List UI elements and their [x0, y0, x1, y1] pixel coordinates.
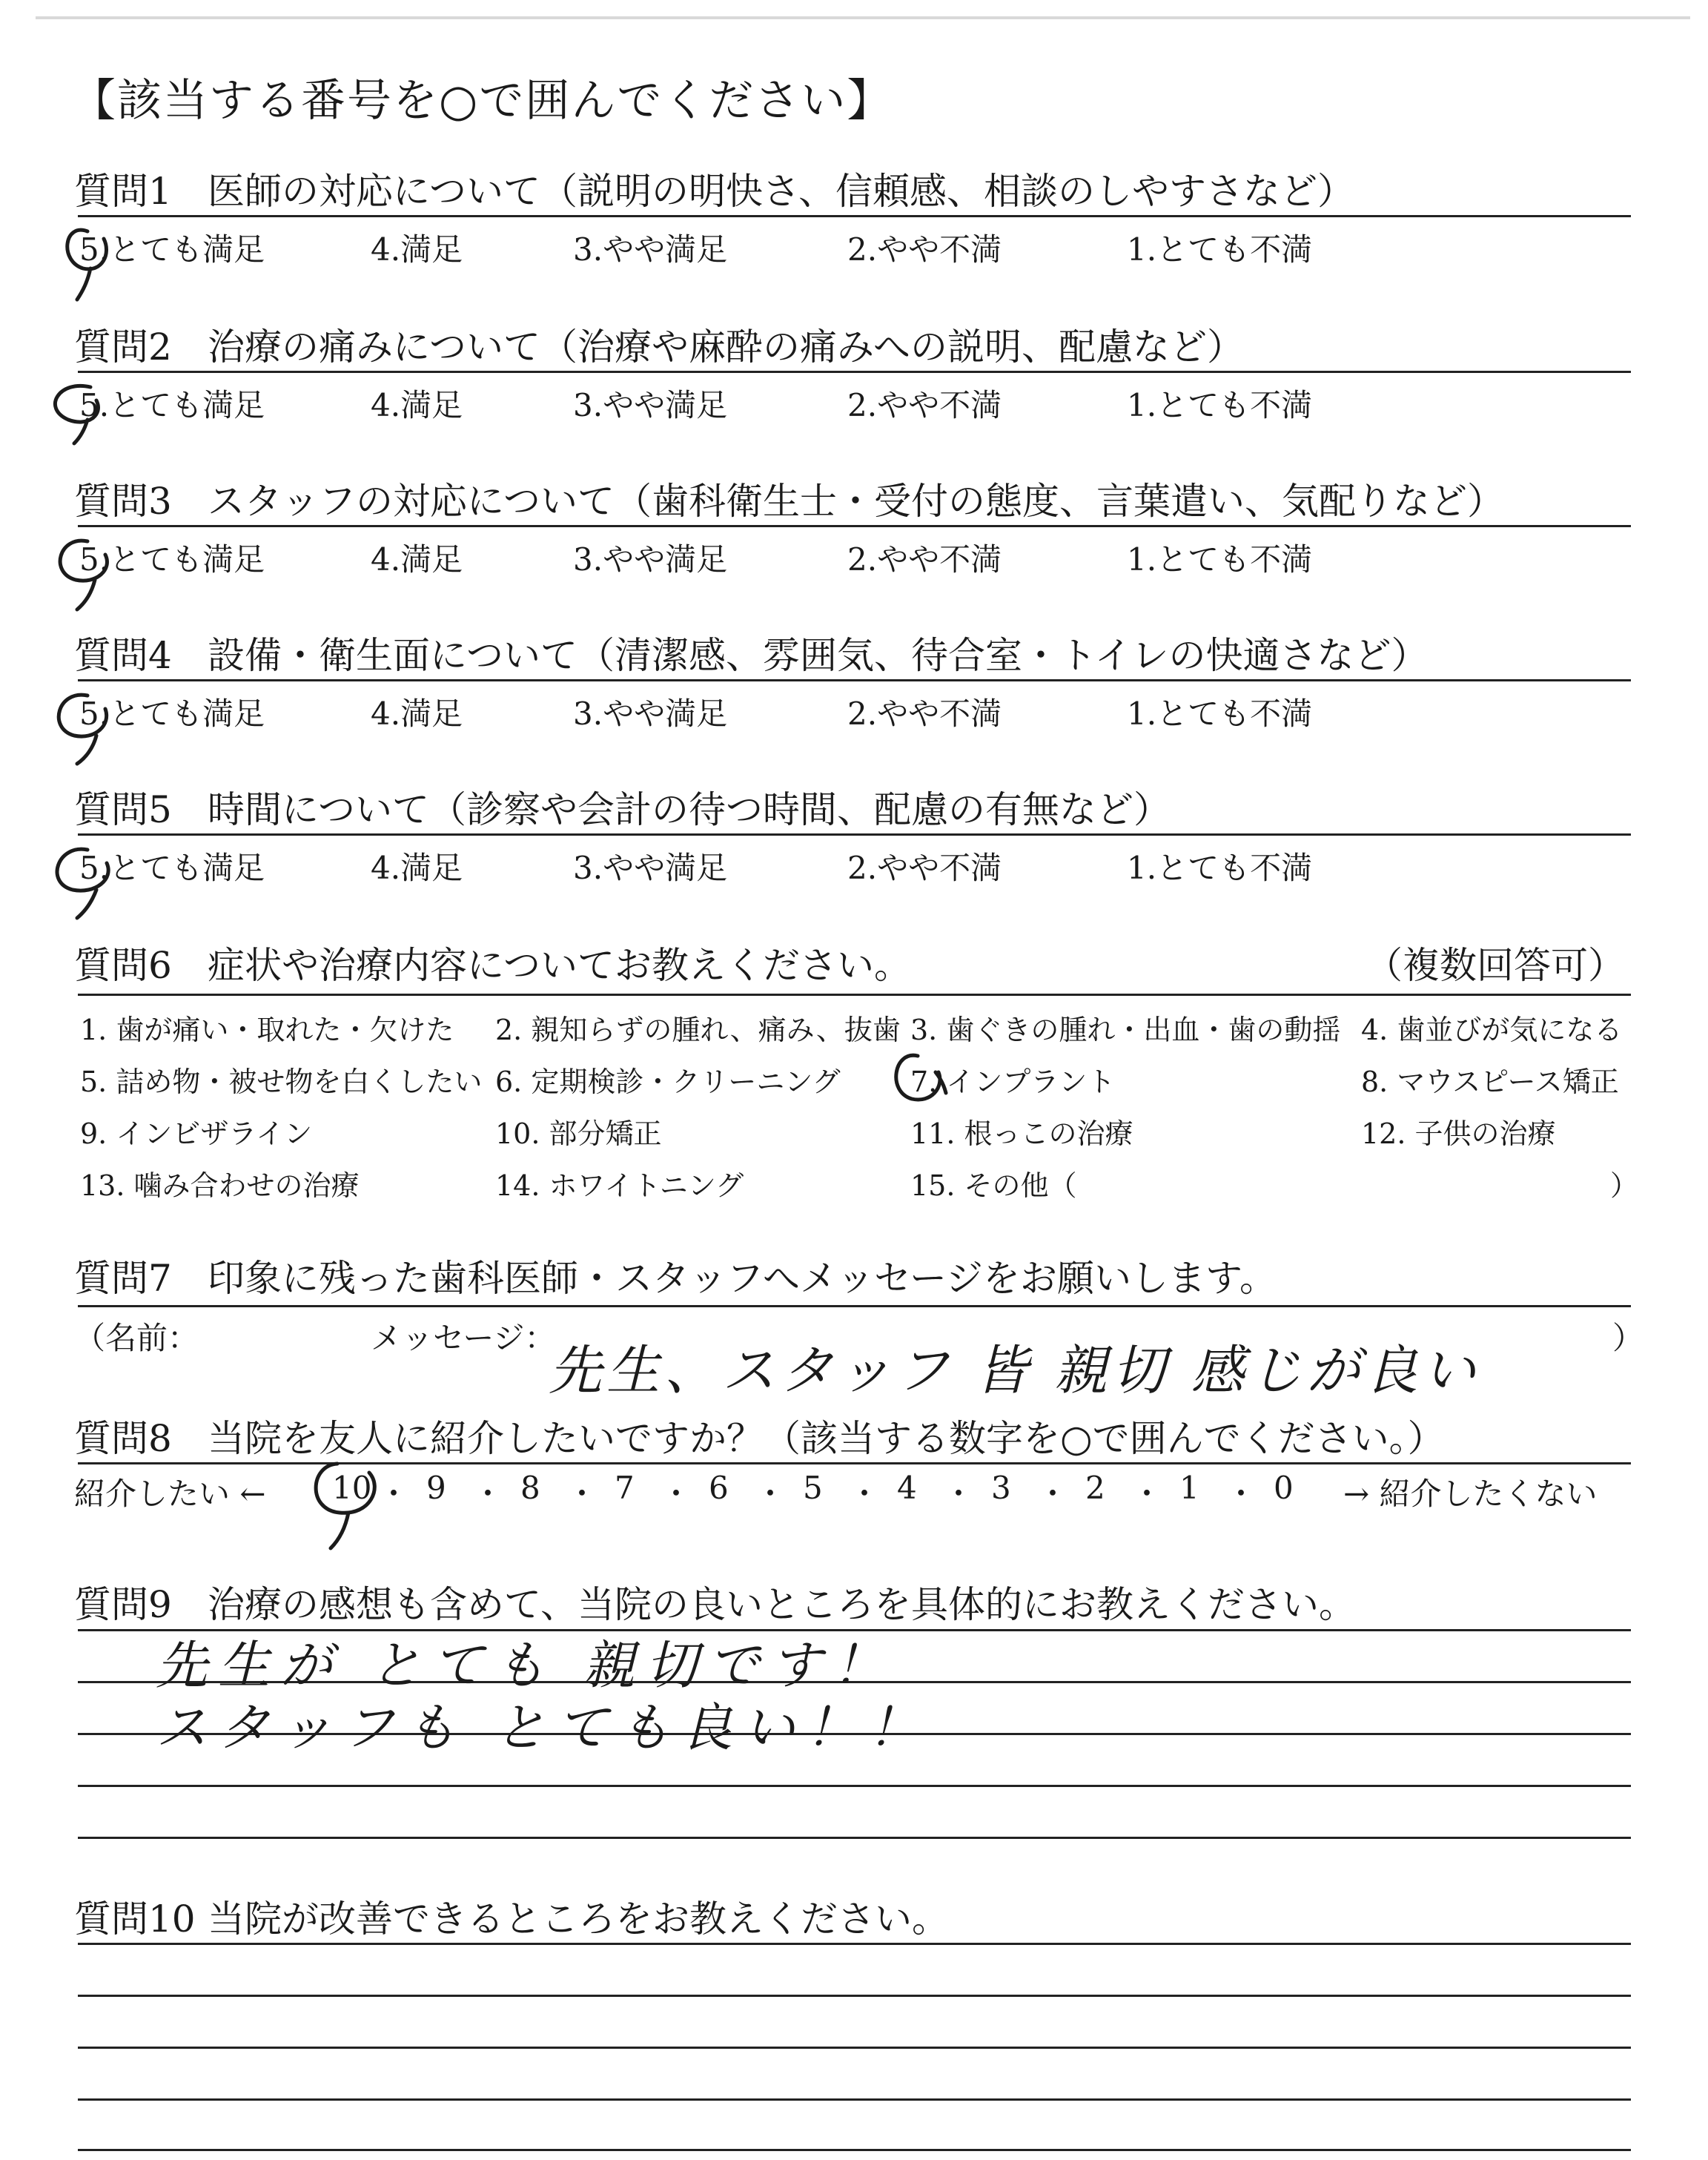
q9-label: 質問9 [74, 1583, 172, 1626]
q8-separator: ・ [661, 1476, 692, 1512]
q1-option-4[interactable]: 4.満足 [371, 231, 463, 268]
q9-text: 治療の感想も含めて、当院の良いところを具体的にお教えください。 [208, 1583, 1356, 1626]
q4-option-5[interactable]: 5.とても満足 [79, 696, 265, 732]
q6-option-11[interactable]: 11. 根っこの治療 [910, 1117, 1133, 1150]
q8-right-label: → 紹介したくない [1343, 1476, 1598, 1512]
q8-left-label: 紹介したい ← [74, 1476, 266, 1512]
q10-label: 質問10 [74, 1898, 196, 1941]
q8-scale-4[interactable]: 4 [897, 1470, 917, 1506]
q7-name-label: （名前： [74, 1320, 199, 1356]
q5-option-4[interactable]: 4.満足 [371, 850, 463, 886]
q3-label: 質問3 [74, 480, 172, 523]
q8-scale-0[interactable]: 0 [1274, 1470, 1294, 1506]
q4-option-2[interactable]: 2.やや不満 [847, 696, 1002, 732]
q8-scale-10[interactable]: 10 [332, 1470, 372, 1506]
q7-message-label: メッセージ： [371, 1320, 556, 1356]
q6-option-15[interactable]: 15. その他（ [910, 1169, 1077, 1202]
q6-option-4[interactable]: 4. 歯並びが気になる [1361, 1014, 1623, 1046]
q8-scale-7[interactable]: 7 [615, 1470, 635, 1506]
q1-option-2[interactable]: 2.やや不満 [847, 231, 1002, 268]
q6-option-6[interactable]: 6. 定期検診・クリーニング [495, 1066, 841, 1098]
q6-option-8[interactable]: 8. マウスピース矯正 [1361, 1066, 1619, 1098]
q8-separator: ・ [943, 1476, 975, 1512]
q1-selection-circle [67, 230, 107, 300]
q3-option-3[interactable]: 3.やや満足 [573, 541, 728, 578]
q6-option-13[interactable]: 13. 噛み合わせの治療 [80, 1169, 360, 1202]
q7-close: ） [1612, 1320, 1644, 1356]
page-heading: 【該当する番号を○で囲んでください】 [71, 75, 893, 127]
q2-option-2[interactable]: 2.やや不満 [847, 387, 1002, 423]
q6-option-2[interactable]: 2. 親知らずの腫れ、痛み、抜歯 [495, 1014, 901, 1046]
q8-selection-circle [316, 1464, 374, 1548]
q8-separator: ・ [566, 1476, 598, 1512]
q6-option-10[interactable]: 10. 部分矯正 [495, 1117, 662, 1150]
q3-selection-circle [60, 541, 107, 610]
q5-option-1[interactable]: 1.とても不満 [1127, 850, 1313, 886]
q6-option-3[interactable]: 3. 歯ぐきの腫れ・出血・歯の動揺 [910, 1014, 1341, 1046]
q4-option-4[interactable]: 4.満足 [371, 696, 463, 732]
q3-option-4[interactable]: 4.満足 [371, 541, 463, 578]
q4-selection-circle [59, 695, 106, 764]
q6-option-1[interactable]: 1. 歯が痛い・取れた・欠けた [80, 1014, 454, 1046]
q8-scale-2[interactable]: 2 [1085, 1470, 1105, 1506]
q3-option-2[interactable]: 2.やや不満 [847, 541, 1002, 578]
q1-option-5[interactable]: 5.とても満足 [79, 231, 265, 268]
q2-text: 治療の痛みについて（治療や麻酔の痛みへの説明、配慮など） [208, 326, 1244, 369]
q8-separator: ・ [378, 1476, 410, 1512]
q8-scale-1[interactable]: 1 [1179, 1470, 1199, 1506]
q3-option-1[interactable]: 1.とても不満 [1127, 541, 1313, 578]
q8-separator: ・ [1225, 1476, 1257, 1512]
q7-message-value[interactable]: 先生、スタッフ 皆 親切 感じが良い [549, 1339, 1480, 1401]
q5-option-2[interactable]: 2.やや不満 [847, 850, 1002, 886]
q8-separator: ・ [1131, 1476, 1163, 1512]
q3-text: スタッフの対応について（歯科衛生士・受付の態度、言葉遣い、気配りなど） [208, 480, 1504, 523]
q6-selection-circle [896, 1055, 946, 1100]
q8-text: 当院を友人に紹介したいですか？（該当する数字を○で囲んでください。） [208, 1417, 1445, 1460]
q6-option-9[interactable]: 9. インビザライン [80, 1117, 313, 1150]
q6-option-5[interactable]: 5. 詰め物・被せ物を白くしたい [80, 1066, 483, 1098]
q8-separator: ・ [849, 1476, 881, 1512]
q2-option-5[interactable]: 5.とても満足 [79, 387, 265, 423]
q2-option-1[interactable]: 1.とても不満 [1127, 387, 1313, 423]
q5-text: 時間について（診察や会計の待つ時間、配慮の有無など） [208, 788, 1171, 831]
q1-text: 医師の対応について（説明の明快さ、信頼感、相談のしやすさなど） [208, 170, 1354, 213]
q7-text: 印象に残った歯科医師・スタッフへメッセージをお願いします。 [208, 1257, 1277, 1300]
q8-separator: ・ [1037, 1476, 1069, 1512]
q6-other-close: ） [1610, 1169, 1639, 1202]
q6-text: 症状や治療内容についてお教えください。 [208, 944, 911, 987]
q4-option-3[interactable]: 3.やや満足 [573, 696, 728, 732]
q6-option-7[interactable]: 7. インプラント [910, 1066, 1116, 1098]
q6-label: 質問6 [74, 944, 172, 987]
q10-text: 当院が改善できるところをお教えください。 [208, 1898, 949, 1941]
q8-separator: ・ [472, 1476, 504, 1512]
q2-label: 質問2 [74, 326, 172, 369]
q8-scale-9[interactable]: 9 [426, 1470, 446, 1506]
q7-label: 質問7 [74, 1257, 172, 1300]
q9-answer-line-1[interactable]: 先生が とても 親切です！ [156, 1635, 895, 1696]
q4-text: 設備・衛生面について（清潔感、雰囲気、待合室・トイレの快適さなど） [208, 634, 1429, 677]
q8-scale-8[interactable]: 8 [520, 1470, 540, 1506]
q8-scale-6[interactable]: 6 [709, 1470, 729, 1506]
q5-selection-circle [57, 849, 108, 918]
q6-option-14[interactable]: 14. ホワイトニング [495, 1169, 744, 1202]
q1-option-1[interactable]: 1.とても不満 [1127, 231, 1313, 268]
q1-label: 質問1 [74, 170, 172, 213]
q6-option-12[interactable]: 12. 子供の治療 [1361, 1117, 1556, 1150]
q5-option-3[interactable]: 3.やや満足 [573, 850, 728, 886]
q1-option-3[interactable]: 3.やや満足 [573, 231, 728, 268]
q9-answer-line-2[interactable]: スタッフも とても良い！！ [156, 1697, 930, 1758]
q5-option-5[interactable]: 5.とても満足 [79, 850, 265, 886]
q8-scale-3[interactable]: 3 [991, 1470, 1011, 1506]
q8-scale-5[interactable]: 5 [803, 1470, 823, 1506]
q2-option-4[interactable]: 4.満足 [371, 387, 463, 423]
q2-selection-circle [55, 386, 98, 443]
q4-label: 質問4 [74, 634, 172, 677]
q4-option-1[interactable]: 1.とても不満 [1127, 696, 1313, 732]
q5-label: 質問5 [74, 788, 172, 831]
q3-option-5[interactable]: 5.とても満足 [79, 541, 265, 578]
q6-note: （複数回答可） [1366, 944, 1625, 987]
q8-separator: ・ [755, 1476, 787, 1512]
q8-label: 質問8 [74, 1417, 172, 1460]
q2-option-3[interactable]: 3.やや満足 [573, 387, 728, 423]
